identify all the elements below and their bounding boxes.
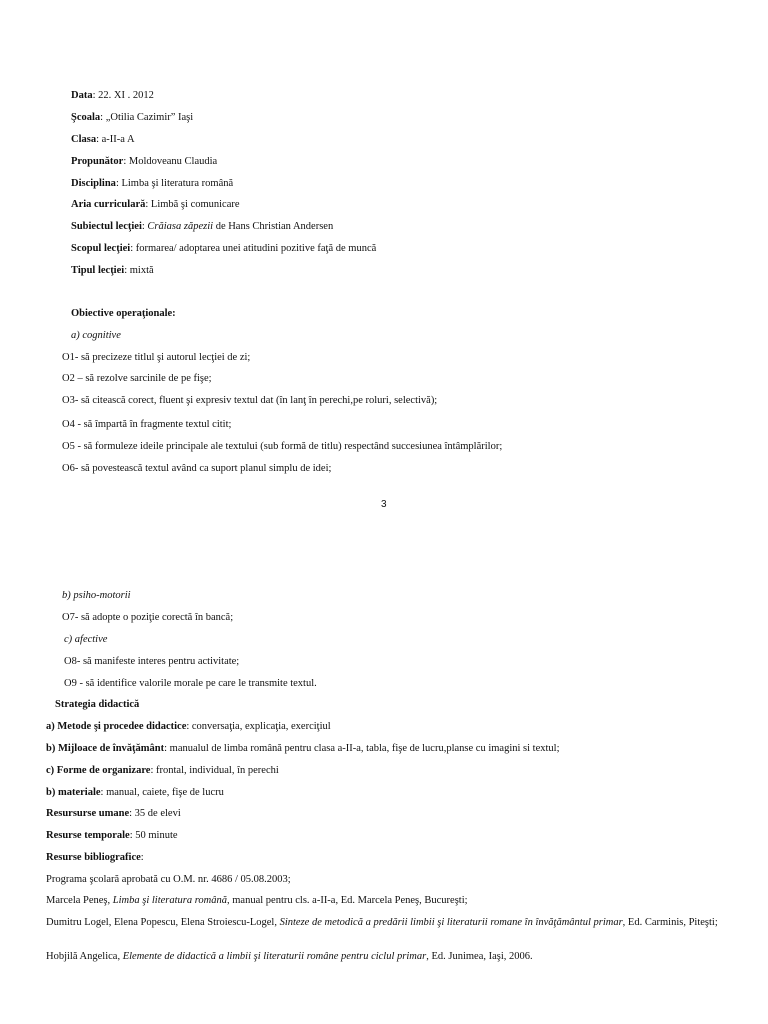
subject-sep: : <box>141 221 148 232</box>
curricular-area-value: : Limbă şi comunicare <box>145 199 240 210</box>
psycho-motor-label: b) psiho-motorii <box>62 590 131 601</box>
forms-line <box>46 764 279 777</box>
materials-label: b) materiale <box>46 787 101 798</box>
date-line <box>71 89 154 102</box>
forms-label: c) Forme de organizare <box>46 765 151 776</box>
materials-value: : manual, caiete, fişe de lucru <box>100 787 224 798</box>
means-line <box>46 742 560 755</box>
objective-item-o1: O1- să precizeze titlul şi autorul lecţiei de zi; <box>62 352 251 363</box>
bibliography-item: Programa şcolară aprobată cu O.M. nr. 4686 / 05.08.2003; <box>46 874 291 885</box>
subject-rest: de Hans Christian Andersen <box>213 221 334 232</box>
subject-label: Subiectul lecţiei <box>71 221 142 232</box>
time-resources-line <box>46 829 178 842</box>
type-label: Tipul lecţiei <box>71 265 125 276</box>
means-label: b) Mijloace de învăţământ <box>46 743 165 754</box>
objective-item-o5: O5 - să formuleze ideile principale ale textului (sub formă de titlu) respectând succesiunea întâmplărilor; <box>62 441 503 452</box>
discipline-label: Disciplina <box>71 178 116 189</box>
methods-value: : conversaţia, explicaţia, exerciţiul <box>186 721 331 732</box>
objective-item-o7: O7- să adopte o poziţie corectă în bancă; <box>62 612 234 623</box>
objective-item-o6: O6- să povestească textul având ca suport planul simplu de idei; <box>62 463 332 474</box>
purpose-value: : formarea/ adoptarea unei atitudini pozitive faţă de muncă <box>130 243 377 254</box>
bibliography-item: Hobjilă Angelica, Elemente de didactică a limbii şi literaturii române pentru ciclul primar, Ed. Junimea, Iaşi, 2006. <box>46 951 533 962</box>
type-value: : mixtă <box>124 265 154 276</box>
purpose-line <box>71 242 376 255</box>
bibliography-item: Marcela Peneş, Limba şi literatura română, manual pentru cls. a-II-a, Ed. Marcela Peneş, Bucureşti; <box>46 895 468 906</box>
curricular-area-label: Aria curriculară <box>71 199 146 210</box>
means-value: : manualul de limba română pentru clasa a-II-a, tabla, fişe de lucru,planse cu imagini si textul; <box>164 743 560 754</box>
subject-line <box>71 220 333 233</box>
cognitive-label: a) cognitive <box>71 330 121 341</box>
bibliography-heading: Resurse bibliografice: <box>46 852 144 863</box>
discipline-line <box>71 177 233 190</box>
school-label: Şcoala <box>71 112 101 123</box>
objective-item-o3: O3- să citească corect, fluent şi expresiv textul dat (în lanţ în perechi,pe roluri, selectivă); <box>62 395 438 406</box>
school-line <box>71 111 193 124</box>
human-resources-line <box>46 807 181 820</box>
methods-label: a) Metode şi procedee didactice <box>46 721 187 732</box>
time-resources-value: : 50 minute <box>129 830 178 841</box>
proposer-label: Propunător <box>71 156 124 167</box>
proposer-line <box>71 155 217 168</box>
bibliography-item: Dumitru Logel, Elena Popescu, Elena Stroiescu-Logel, Sinteze de metodică a predării limbii şi literaturii romane în învăţământul primar, Ed. Carminis, Piteşti; <box>46 917 718 928</box>
strategy-heading: Strategia didactică <box>55 699 140 710</box>
date-value: : 22. XI . 2012 <box>92 90 154 101</box>
type-line <box>71 264 154 277</box>
objective-item-o9: O9 - să identifice valorile morale pe care le transmite textul. <box>64 678 317 689</box>
affective-label: c) afective <box>64 634 108 645</box>
objective-item-o2: O2 – să rezolve sarcinile de pe fişe; <box>62 373 212 384</box>
discipline-value: : Limba şi literatura română <box>115 178 234 189</box>
page-number: 3 <box>381 499 387 510</box>
human-resources-label: Resursurse umane <box>46 808 130 819</box>
school-value: : „Otilia Cazimir” Iaşi <box>100 112 194 123</box>
class-value: : a-II-a A <box>96 134 135 145</box>
curricular-area-line <box>71 198 240 211</box>
time-resources-label: Resurse temporale <box>46 830 130 841</box>
objective-item-o4: O4 - să împartă în fragmente textul citit; <box>62 419 232 430</box>
forms-value: : frontal, individual, în perechi <box>150 765 279 776</box>
objectives-heading: Obiective operaţionale: <box>71 308 176 319</box>
methods-line <box>46 720 331 733</box>
purpose-label: Scopul lecţiei <box>71 243 131 254</box>
date-label: Data <box>71 90 93 101</box>
class-label: Clasa <box>71 134 97 145</box>
proposer-value: : Moldoveanu Claudia <box>123 156 218 167</box>
human-resources-value: : 35 de elevi <box>129 808 181 819</box>
materials-line <box>46 786 224 799</box>
class-line <box>71 133 135 146</box>
objective-item-o8: O8- să manifeste interes pentru activitate; <box>64 656 240 667</box>
subject-title: Crăiasa zăpezii <box>147 221 214 232</box>
